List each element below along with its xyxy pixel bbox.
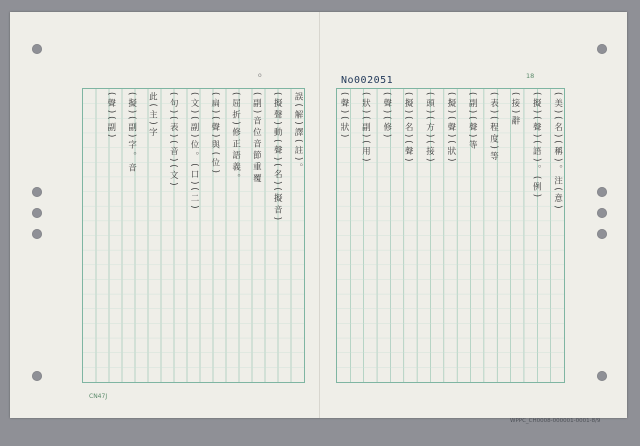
left-manuscript-grid: [82, 88, 305, 383]
right_columns-column: (聲)(狀): [339, 92, 349, 141]
corner-mark: o: [258, 72, 262, 79]
left_columns-column: (文)(副)位。(口)(二): [189, 92, 199, 212]
left_columns-column: (屈折)修正語義。: [230, 92, 241, 186]
left_columns-column: (副)音位音節重覆: [251, 92, 262, 186]
right-punch-hole-5: [597, 371, 607, 381]
left-punch-hole-5: [32, 371, 42, 381]
left-punch-hole-2: [32, 187, 42, 197]
right-manuscript-grid: [336, 88, 565, 383]
archive-id: WPPC_CH0008-000001-0001-8/9: [510, 418, 601, 424]
left-punch-hole-4: [32, 229, 42, 239]
right_columns-column: (副)(聲)等: [467, 92, 478, 152]
left-punch-hole-3: [32, 208, 42, 218]
right_columns-column: (頭)(方)(接): [424, 92, 435, 165]
right_columns-column: (狀)(副)(用): [360, 92, 371, 165]
right_columns-column: (聲)(修): [381, 92, 392, 141]
right_columns-column: (擬)(名)(聲): [403, 92, 414, 165]
center-fold: [319, 12, 320, 418]
left_columns-column: 誤(解)譯(註)。: [293, 92, 303, 175]
left_columns-column: (擬)(副)字。音: [126, 92, 137, 175]
left_columns-column: 此(主)字: [147, 92, 158, 140]
left_columns-column: (擬聲)動(聲)(名)(擬音): [272, 92, 283, 224]
left_columns-column: (句)(表)(音)(文): [168, 92, 179, 189]
left_columns-column: (扁)(聲)與(位): [209, 92, 220, 176]
serial-number: No002051: [341, 75, 394, 86]
right-punch-hole-1: [597, 44, 607, 54]
right_columns-column: (接)辭: [509, 92, 520, 128]
right_columns-column: (擬)(聲)(語)。(例): [531, 92, 542, 201]
left-punch-hole-1: [32, 44, 42, 54]
right_columns-column: (擬)(聲)(狀): [445, 92, 456, 165]
right-punch-hole-2: [597, 187, 607, 197]
right-punch-hole-3: [597, 208, 607, 218]
left_columns-column: (聲)(副): [105, 92, 116, 141]
right_columns-column: (表)(程度)等: [488, 92, 499, 164]
page-folio: 18: [526, 72, 535, 80]
margin-code: CN47J: [89, 393, 108, 400]
right_columns-column: (美)(名)(稱)。注(意): [552, 92, 563, 212]
right-punch-hole-4: [597, 229, 607, 239]
